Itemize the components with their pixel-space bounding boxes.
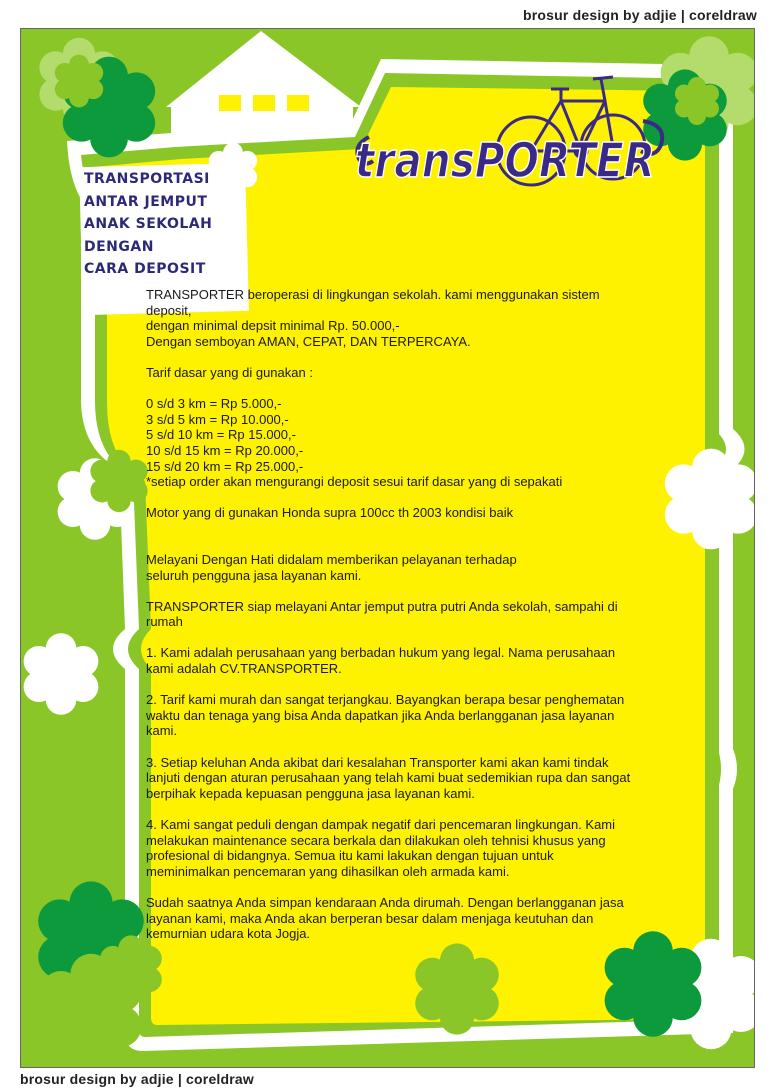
intro-line: deposit, <box>146 302 192 318</box>
brand-logo-text: transPORTER <box>355 133 655 189</box>
offer-line: TRANSPORTER siap melayani Antar jemput putra putri Anda sekolah, sampahi di <box>146 598 618 614</box>
tariff-heading: Tarif dasar yang di gunakan : <box>146 364 313 380</box>
tariff-row: 15 s/d 20 km = Rp 25.000,- <box>146 458 304 474</box>
headline-line: ANAK SEKOLAH <box>84 216 213 232</box>
credit-top: brosur design by adjie | coreldraw <box>523 7 757 23</box>
point-4-line: meminimalkan pencemaran yang dihasilkan oleh armada kami. <box>146 863 510 879</box>
credit-bottom: brosur design by adjie | coreldraw <box>20 1071 254 1087</box>
point-3-line: 3. Setiap keluhan Anda akibat dari kesalahan Transporter kami akan kami tindak <box>146 754 609 770</box>
service-line: Melayani Dengan Hati didalam memberikan pelayanan terhadap <box>146 551 517 567</box>
point-1-line: 1. Kami adalah perusahaan yang berbadan hukum yang legal. Nama perusahaan <box>146 645 616 661</box>
tariff-row: 3 s/d 5 km = Rp 10.000,- <box>146 411 289 427</box>
point-4-line: melakukan maintenance secara berkala dan dilakukan oleh tehnisi khusus yang <box>146 832 606 848</box>
headline-line: TRANSPORTASI <box>84 171 210 187</box>
closing-line: kemurnian udara kota Jogja. <box>146 926 311 942</box>
point-2-line: waktu dan tenaga yang bisa Anda dapatkan jika Anda berlangganan jasa layanan <box>146 707 615 723</box>
offer-line: rumah <box>146 614 183 630</box>
body-text <box>146 287 686 942</box>
tariff-row: 0 s/d 3 km = Rp 5.000,- <box>146 396 282 412</box>
vehicle-info: Motor yang di gunakan Honda supra 100cc th 2003 kondisi baik <box>146 505 514 521</box>
flower-left-lower-icon <box>24 633 99 715</box>
tariff-row: 10 s/d 15 km = Rp 20.000,- <box>146 442 304 458</box>
intro-line: dengan minimal depsit minimal Rp. 50.000,- <box>146 318 400 334</box>
point-3-line: lanjuti dengan aturan perusahaan yang telah kami buat sedemikian rupa dan sangat <box>146 770 631 786</box>
headline-line: ANTAR JEMPUT <box>84 193 208 210</box>
intro-line: Dengan semboyan AMAN, CEPAT, DAN TERPERCAYA. <box>146 333 471 349</box>
point-2-line: 2. Tarif kami murah dan sangat terjangkau. Bayangkan berapa besar penghematan <box>146 692 625 708</box>
headline-line: CARA DEPOSIT <box>84 261 206 277</box>
service-line: seluruh pengguna jasa layanan kami. <box>146 567 362 583</box>
point-3-line: berpihak kepada kepuasan pengguna jasa layanan kami. <box>146 785 475 801</box>
point-4-line: 4. Kami sangat peduli dengan dampak negatif dari pencemaran lingkungan. Kami <box>146 817 616 832</box>
flower-top-left-icon <box>39 38 155 158</box>
closing-line: layanan kami, maka Anda akan berperan besar dalam menjaga keutuhan dan <box>146 910 594 926</box>
headline <box>84 168 212 281</box>
headline-line: DENGAN <box>84 238 154 255</box>
point-1-line: kami adalah CV.TRANSPORTER. <box>146 661 342 677</box>
tariff-note: *setiap order akan mengurangi deposit sesui tarif dasar yang di sepakati <box>146 474 563 490</box>
point-4-line: profesional di bidangnya. Semua itu kami lakukan dengan tujuan untuk <box>146 848 554 864</box>
closing-line: Sudah saatnya Anda simpan kendaraan Anda dirumah. Dengan berlangganan jasa <box>146 894 624 910</box>
intro-line: TRANSPORTER beroperasi di lingkungan sekolah. kami menggunakan sistem <box>146 287 600 302</box>
tariff-row: 5 s/d 10 km = Rp 15.000,- <box>146 427 296 443</box>
point-2-line: kami. <box>146 723 178 739</box>
